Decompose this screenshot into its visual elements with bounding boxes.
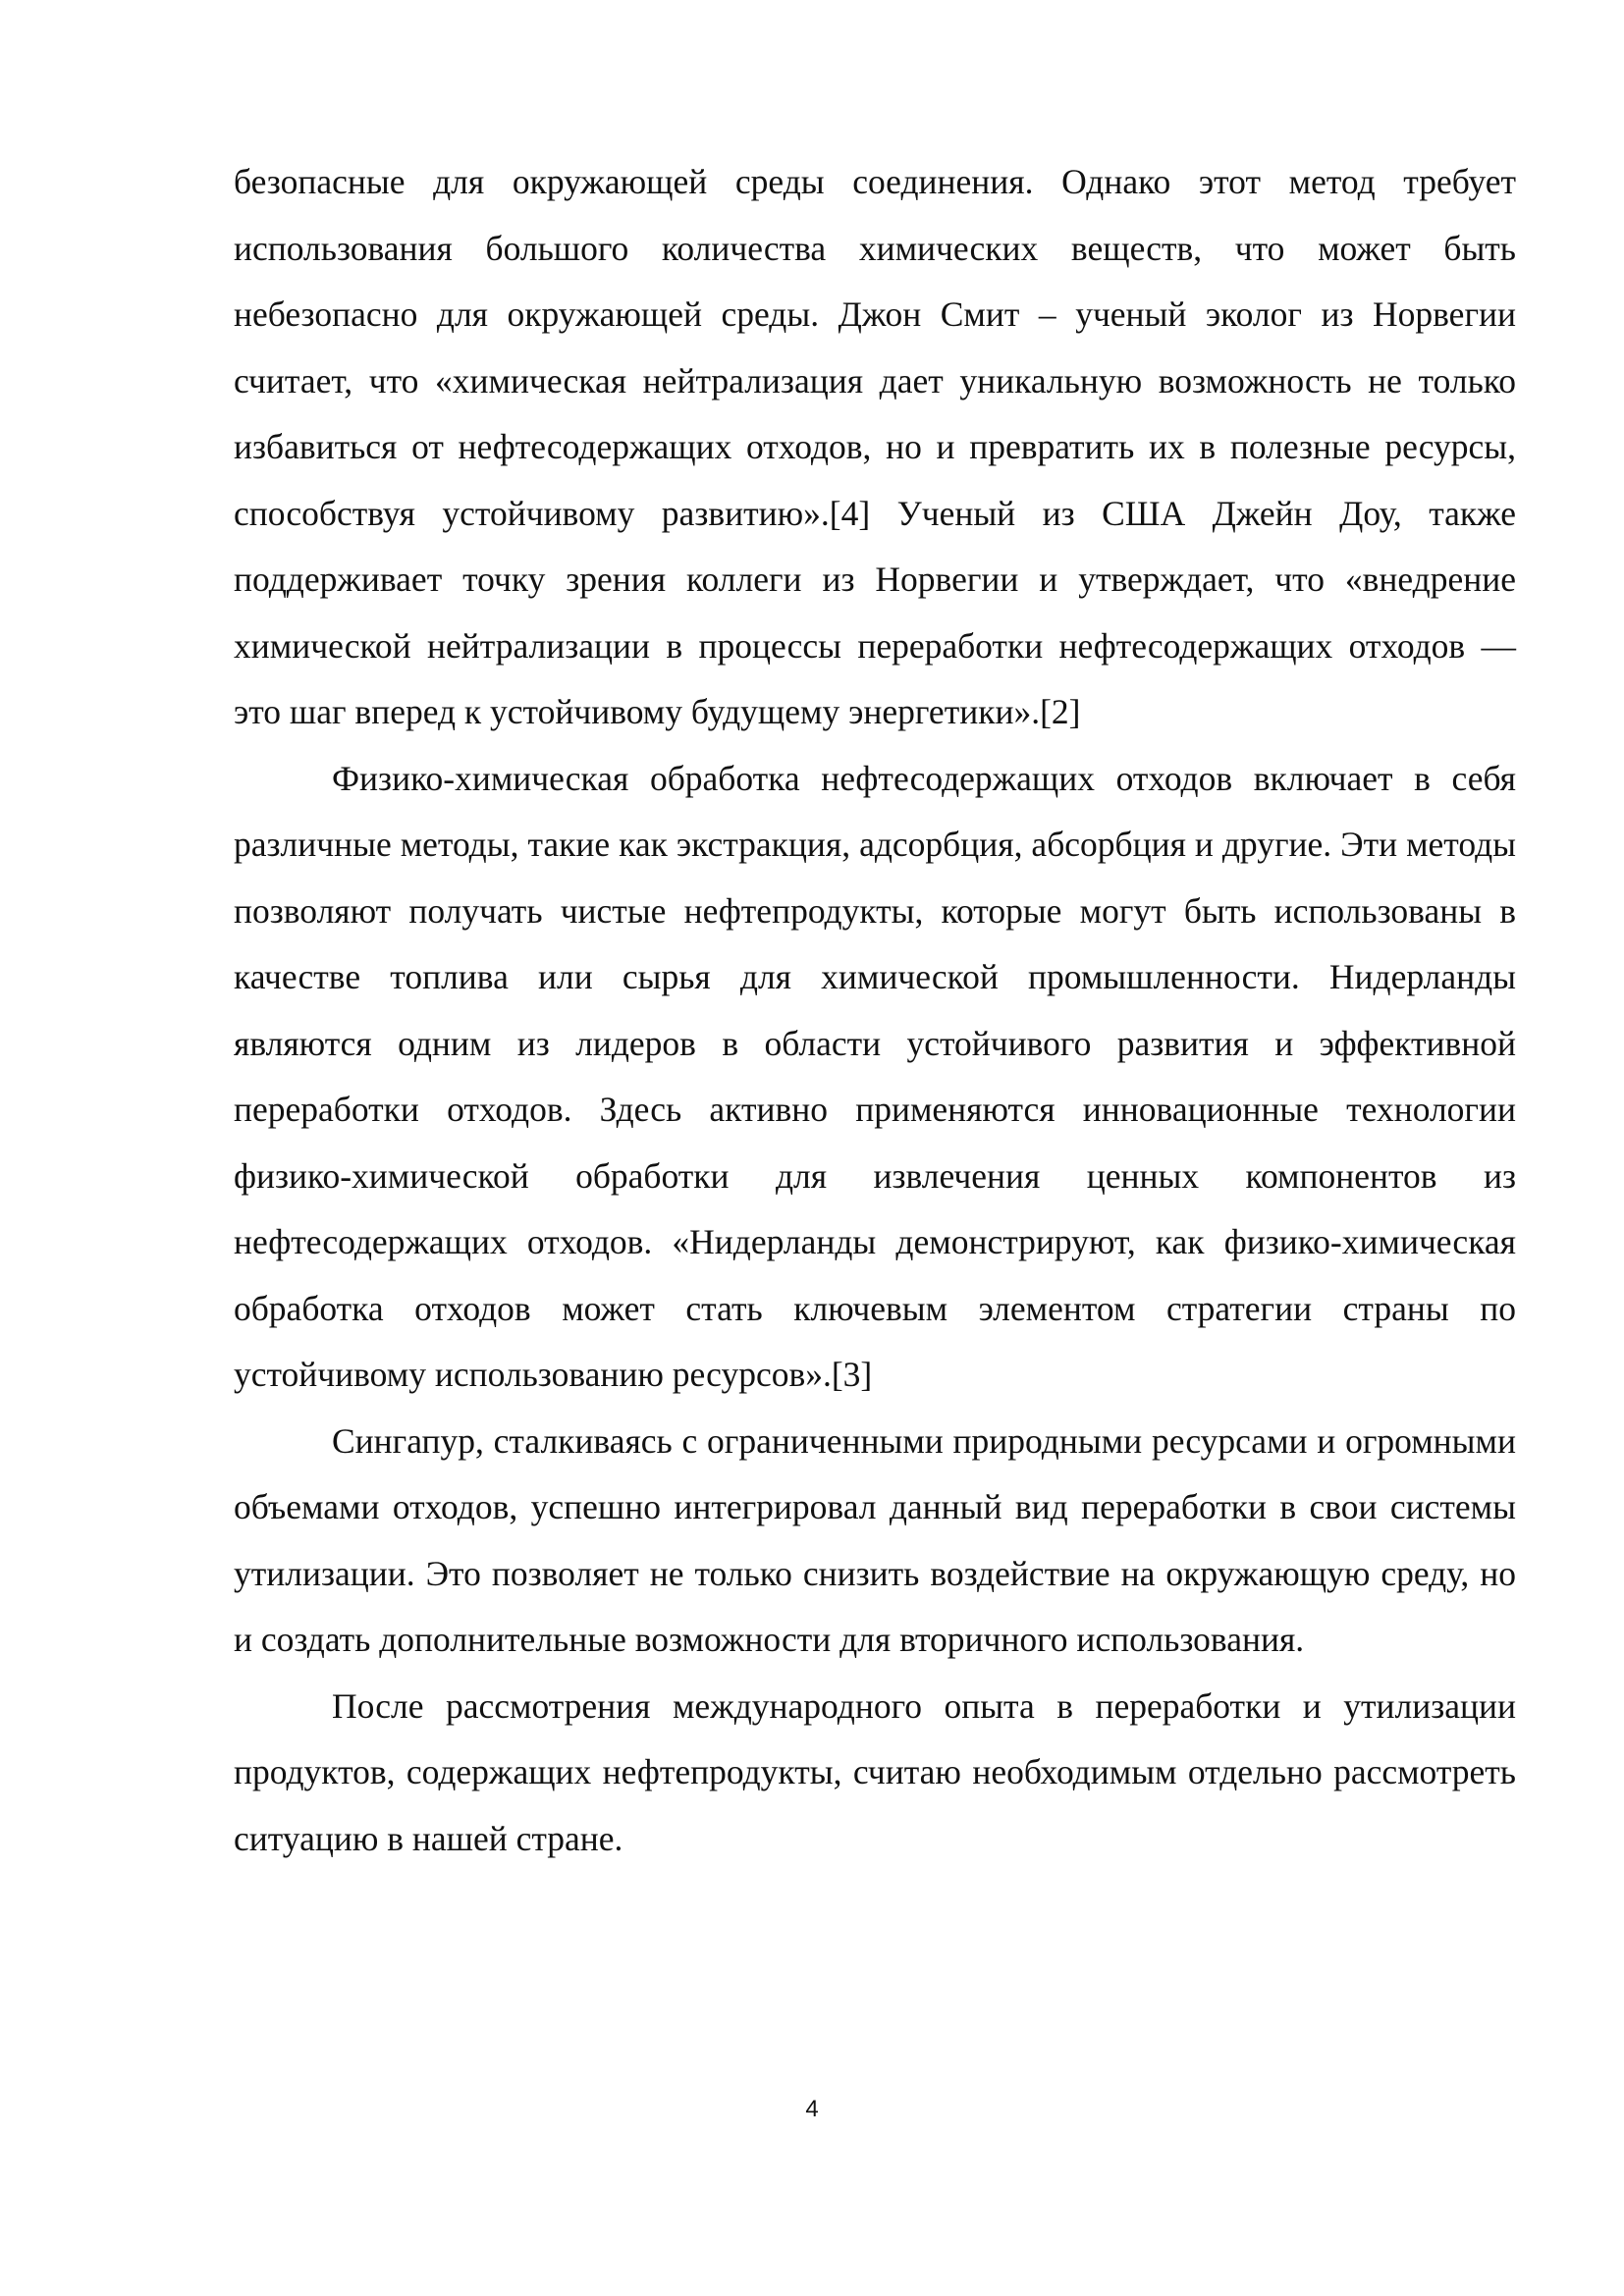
- page-number: 4: [805, 2096, 819, 2122]
- paragraph-singapore: Сингапур, сталкиваясь с ограниченными природными ресурсами и огромными объемами отходов, успешно интегрировал данный вид переработки в свои системы утилизации. Это позволяет не только снизить воздействие на окружающую среду, но и создать дополнительные возможности для вторичного использования.: [234, 1420, 1516, 1659]
- paragraph-conclusion: После рассмотрения международного опыта в переработки и утилизации продуктов, содержащих нефтепродукты, считаю необходимым отдельно рассмотреть ситуацию в нашей стране.: [234, 1685, 1516, 1858]
- page-body: [234, 149, 1516, 1872]
- paragraph-continuation: безопасные для окружающей среды соединения. Однако этот метод требует использования большого количества химических веществ, что может быть небезопасно для окружающей среды. Джон Смит – ученый эколог из Норвегии считает, что «химическая нейтрализация дает уникальную возможность не только избавиться от нефтесодержащих отходов, но и превратить их в полезные ресурсы, способствуя устойчивому развитию».[4] Ученый из США Джейн Доу, также поддерживает точку зрения коллеги из Норвегии и утверждает, что «внедрение химической нейтрализации в процессы переработки нефтесодержащих отходов — это шаг вперед к устойчивому будущему энергетики».[2]: [234, 162, 1516, 731]
- paragraph-physico-chemical-treatment: Физико-химическая обработка нефтесодержащих отходов включает в себя различные методы, такие как экстракция, адсорбция, абсорбция и другие. Эти методы позволяют получать чистые нефтепродукты, которые могут быть использованы в качестве топлива или сырья для химической промышленности. Нидерланды являются одним из лидеров в области устойчивого развития и эффективной переработки отходов. Здесь активно применяются инновационные технологии физико-химической обработки для извлечения ценных компонентов из нефтесодержащих отходов. «Нидерланды демонстрируют, как физико-химическая обработка отходов может стать ключевым элементом стратегии страны по устойчивому использованию ресурсов».[3]: [234, 758, 1516, 1394]
